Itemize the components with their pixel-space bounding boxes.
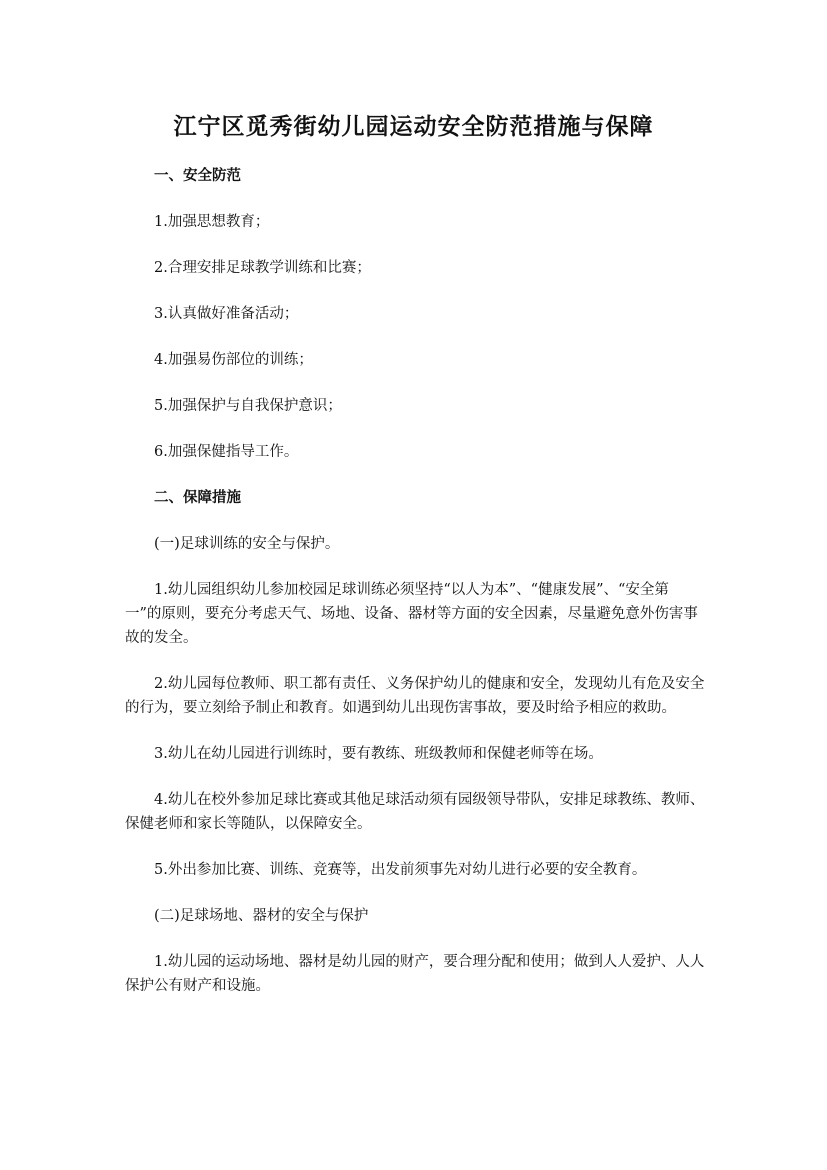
paragraph: 3.认真做好准备活动； <box>154 306 299 322</box>
section-heading-safety-prevention: 一、安全防范 <box>154 167 241 184</box>
document-title: 江宁区觅秀街幼儿园运动安全防范措施与保障 <box>173 113 654 140</box>
paragraph: 3.幼儿在幼儿园进行训练时，要有教练、班级教师和保健老师等在场。 <box>154 746 603 762</box>
document-body <box>125 164 705 1020</box>
section-heading-guarantee-measures: 二、保障措施 <box>154 489 241 506</box>
paragraph: 4.幼儿在校外参加足球比赛或其他足球活动须有园级领导带队，安排足球教练、教师、保健老师和家长等随队，以保障安全。 <box>125 792 705 832</box>
paragraph: 2.幼儿园每位教师、职工都有责任、义务保护幼儿的健康和安全，发现幼儿有危及安全的行为，要立刻给予制止和教育。如遇到幼儿出现伤害事故，要及时给予相应的救助。 <box>125 676 705 716</box>
subsection-heading: (二)足球场地、器材的安全与保护 <box>154 908 369 924</box>
paragraph: 6.加强保健指导工作。 <box>154 444 299 460</box>
paragraph: 1.幼儿园组织幼儿参加校园足球训练必须坚持“以人为本”、“健康发展”、“安全第一”的原则，要充分考虑天气、场地、设备、器材等方面的安全因素，尽量避免意外伤害事故的发全。 <box>125 582 698 646</box>
paragraph: 1.幼儿园的运动场地、器材是幼儿园的财产，要合理分配和使用；做到人人爱护、人人保护公有财产和设施。 <box>125 954 705 994</box>
paragraph: 2.合理安排足球教学训练和比赛； <box>154 260 371 276</box>
paragraph: 5.加强保护与自我保护意识； <box>154 398 342 414</box>
paragraph: 4.加强易伤部位的训练； <box>154 352 313 368</box>
subsection-heading: (一)足球训练的安全与保护。 <box>154 536 340 552</box>
paragraph: 1.加强思想教育； <box>154 214 270 230</box>
paragraph: 5.外出参加比赛、训练、竞赛等，出发前须事先对幼儿进行必要的安全教育。 <box>154 862 647 878</box>
